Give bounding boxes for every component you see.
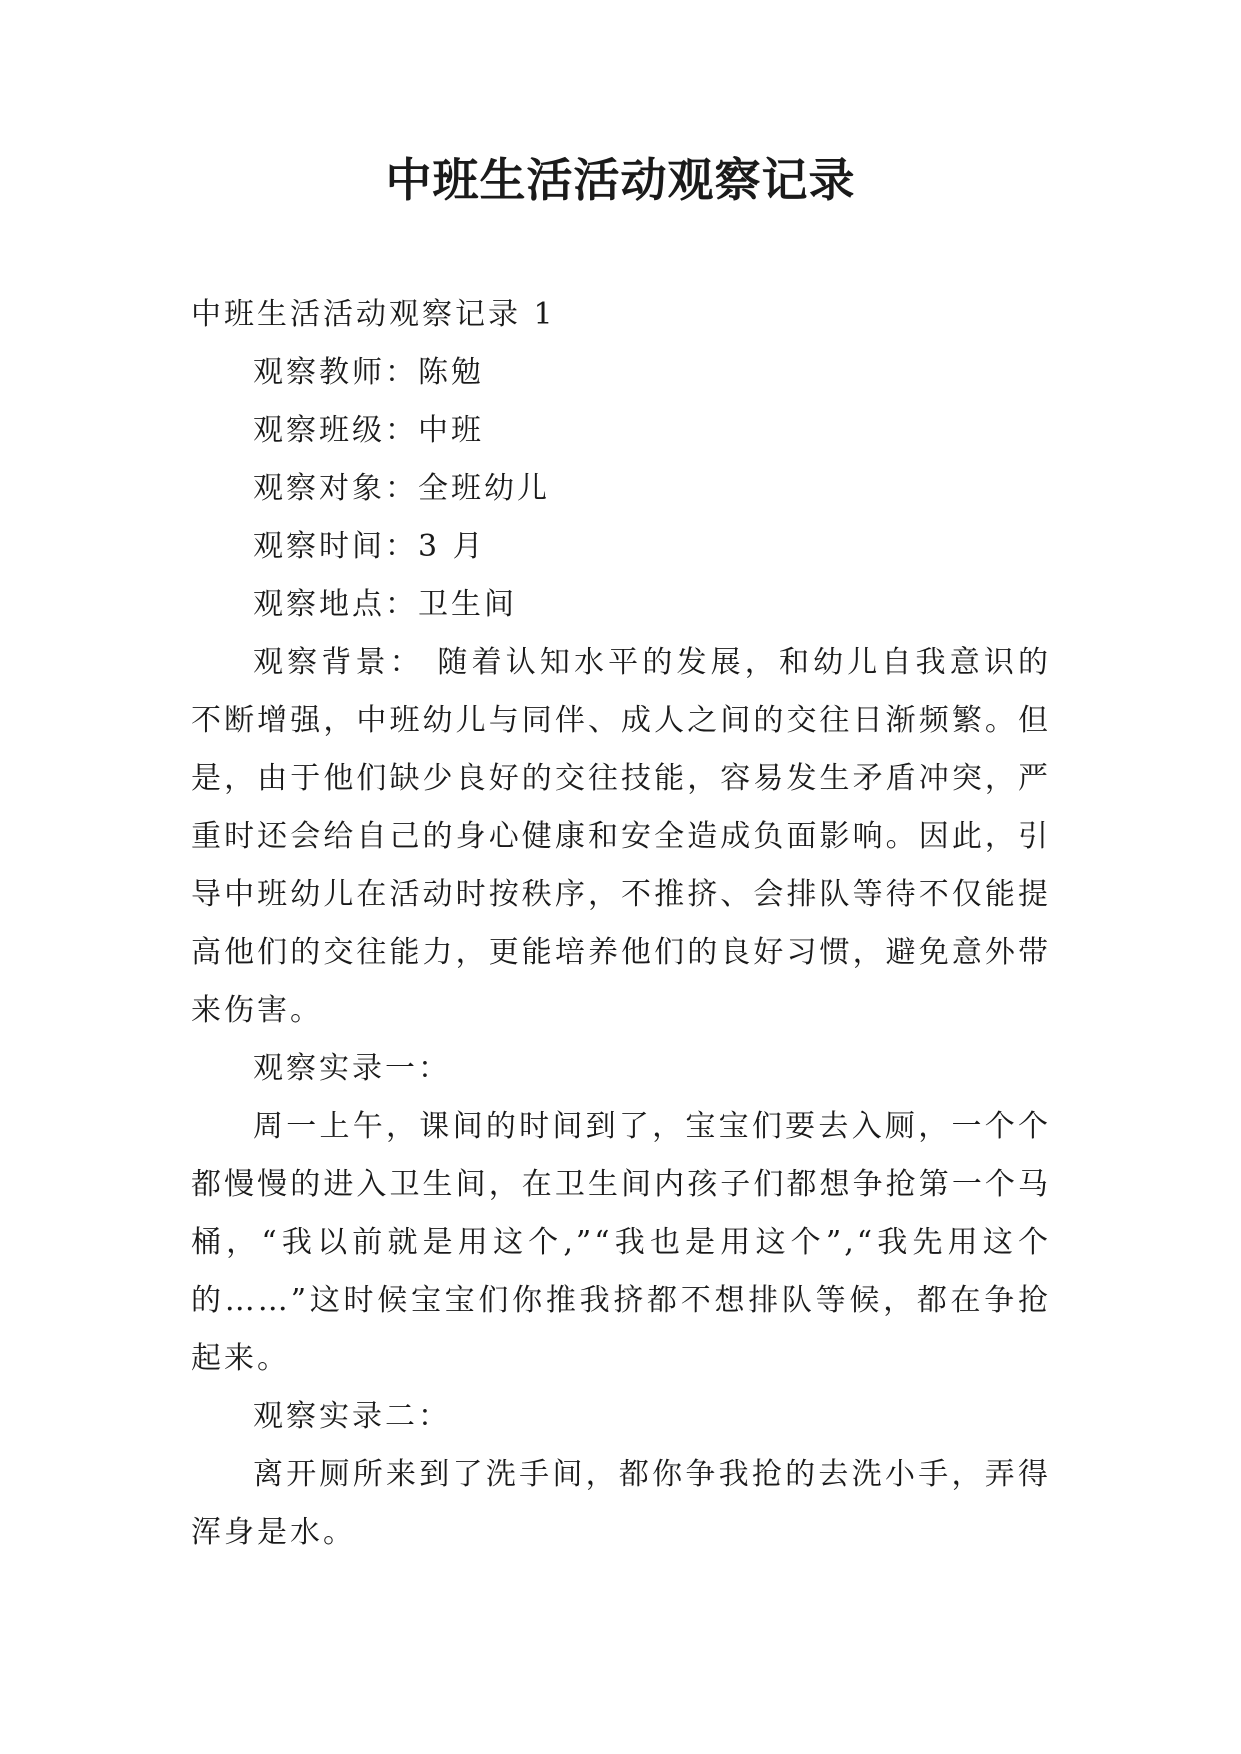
- observation-background: 观察背景： 随着认知水平的发展，和幼儿自我意识的不断增强，中班幼儿与同伴、成人之间的交往日渐频繁。但是，由于他们缺少良好的交往技能，容易发生矛盾冲突，严重时还会给自己的身心健康和安全造成负面影响。因此，引导中班幼儿在活动时按秩序，不推挤、会排队等待不仅能提高他们的交往能力，更能培养他们的良好习惯，避免意外带来伤害。: [191, 645, 1051, 1028]
- observed-class: 观察班级：中班: [253, 413, 484, 448]
- observed-subject: 观察对象：全班幼儿: [253, 471, 550, 506]
- record-one-text: 周一上午，课间的时间到了，宝宝们要去入厕，一个个都慢慢的进入卫生间，在卫生间内孩子们都想争抢第一个马桶，“我以前就是用这个,”“我也是用这个”,“我先用这个的……”这时候宝宝们你推我挤都不想排队等候，都在争抢起来。: [191, 1109, 1051, 1376]
- section-heading: 中班生活活动观察记录 1: [191, 297, 556, 332]
- document-title: 中班生活活动观察记录: [385, 153, 856, 207]
- observer-teacher: 观察教师：陈勉: [253, 355, 484, 390]
- observation-time: 观察时间：3 月: [253, 529, 486, 564]
- record-two-text: 离开厕所来到了洗手间，都你争我抢的去洗小手，弄得浑身是水。: [191, 1457, 1051, 1550]
- record-two-heading: 观察实录二：: [253, 1399, 451, 1434]
- record-one-heading: 观察实录一：: [253, 1051, 451, 1086]
- observation-location: 观察地点：卫生间: [253, 587, 517, 622]
- document-body: [191, 286, 1051, 1562]
